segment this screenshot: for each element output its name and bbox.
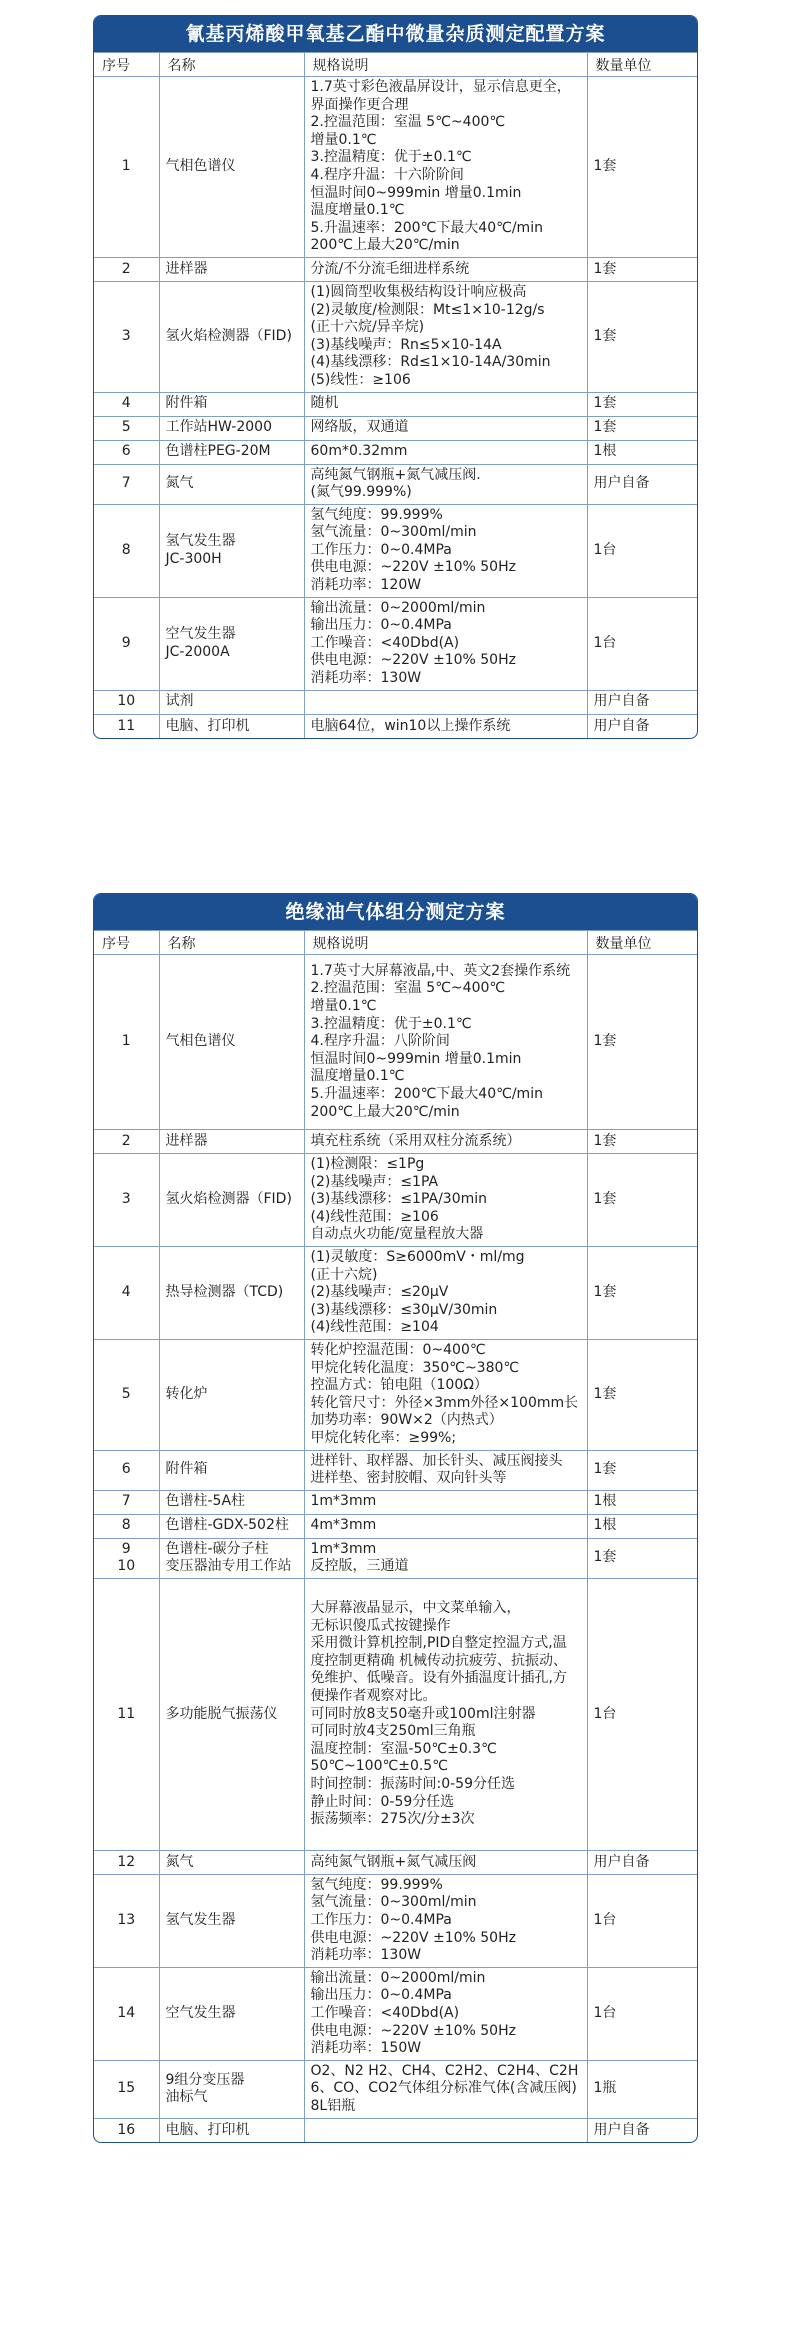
- cell-qty: 1套: [587, 1246, 698, 1339]
- cell-spec: (1)检测限：≤1Pg (2)基线噪声：≤1PA (3)基线漂移：≤1PA/30min (4)线性范围：≥106 自动点火功能/宽量程放大器: [304, 1154, 587, 1247]
- table-row: [94, 257, 698, 281]
- cell-qty: 1套: [587, 1130, 698, 1154]
- cell-qty: 1套: [587, 1538, 698, 1578]
- cell-name: 色谱柱-5A柱: [159, 1490, 304, 1514]
- config-table: [94, 52, 698, 738]
- cell-spec: 随机: [304, 392, 587, 416]
- cell-no: 4: [94, 1246, 159, 1339]
- cell-qty: 用户自备: [587, 464, 698, 504]
- cell-qty: 用户自备: [587, 690, 698, 714]
- cell-spec: 电脑64位，win10以上操作系统: [304, 714, 587, 738]
- cell-qty: 1套: [587, 392, 698, 416]
- cell-name: 空气发生器: [159, 1967, 304, 2060]
- cell-spec: 填充柱系统（采用双柱分流系统）: [304, 1130, 587, 1154]
- cell-no: 5: [94, 1339, 159, 1450]
- table-row: [94, 2118, 698, 2142]
- cell-qty: 1套: [587, 416, 698, 440]
- cell-no: 7: [94, 464, 159, 504]
- cell-spec: 分流/不分流毛细进样系统: [304, 257, 587, 281]
- cell-spec: 网络版，双通道: [304, 416, 587, 440]
- cell-spec: 大屏幕液晶显示，中文菜单输入， 无标识傻瓜式按键操作 采用微计算机控制,PID自整定控温方式,温度控制更精确 机械传动抗疲劳、抗振动、免维护、低噪音。设有外插温度计插孔,方便操作者观察对比。 可同时放8支50毫升或100ml注射器 可同时放4支250ml三角瓶 温度控制：室温-50℃±0.3℃ 50℃~100℃±0.5℃ 时间控制：振荡时间:0-59分任选 静止时间：0-59分任选 振荡频率：275次/分±3次: [304, 1578, 587, 1850]
- cell-spec: 输出流量：0~2000ml/min 输出压力：0~0.4MPa 工作噪音：<40Dbd(A) 供电电源：~220V ±10% 50Hz 消耗功率：130W: [304, 597, 587, 690]
- cell-name: 气相色谱仪: [159, 77, 304, 258]
- cell-spec: 1.7英寸大屏幕液晶,中、英文2套操作系统 2.控温范围：室温 5℃~400℃ 增量0.1℃ 3.控温精度：优于±0.1℃ 4.程序升温：八阶阶间 恒温时间0~999min 增量0.1min 温度增量0.1℃ 5.升温速率：200℃下最大40℃/min 200℃上最大20℃/min: [304, 955, 587, 1130]
- table-row: [94, 416, 698, 440]
- cell-qty: 1套: [587, 77, 698, 258]
- cell-no: 8: [94, 504, 159, 597]
- header-qty: 数量单位: [587, 931, 698, 955]
- cell-qty: 1台: [587, 1874, 698, 1967]
- table-body: [94, 955, 698, 2143]
- cell-no: 2: [94, 1130, 159, 1154]
- header-spec: 规格说明: [304, 931, 587, 955]
- cell-qty: 1套: [587, 1450, 698, 1490]
- cell-qty: 1根: [587, 1514, 698, 1538]
- cell-name: 色谱柱-碳分子柱 变压器油专用工作站: [159, 1538, 304, 1578]
- table-header-row: [94, 53, 698, 77]
- table-row: [94, 1246, 698, 1339]
- cell-name: 氢气发生器 JC-300H: [159, 504, 304, 597]
- cell-qty: 1根: [587, 1490, 698, 1514]
- cell-name: 氢气发生器: [159, 1874, 304, 1967]
- cell-no: 6: [94, 1450, 159, 1490]
- cell-no: 9: [94, 597, 159, 690]
- table-row: [94, 690, 698, 714]
- cell-name: 氮气: [159, 464, 304, 504]
- cell-no: 9 10: [94, 1538, 159, 1578]
- cell-name: 电脑、打印机: [159, 2118, 304, 2142]
- cell-spec: (1)圆筒型收集极结构设计响应极高 (2)灵敏度/检测限：Mt≤1×10-12g/s (正十六烷/异辛烷) (3)基线噪声：Rn≤5×10-14A (4)基线漂移：Rd≤1×10-14A/30min (5)线性：≥106: [304, 281, 587, 392]
- cell-qty: 用户自备: [587, 2118, 698, 2142]
- header-qty: 数量单位: [587, 53, 698, 77]
- table-title: 绝缘油气体组分测定方案: [94, 894, 697, 930]
- header-no: 序号: [94, 931, 159, 955]
- cell-qty: 1台: [587, 1578, 698, 1850]
- table-row: [94, 1514, 698, 1538]
- table-row: [94, 464, 698, 504]
- cell-qty: 1套: [587, 1154, 698, 1247]
- cell-no: 11: [94, 1578, 159, 1850]
- cell-qty: 1套: [587, 281, 698, 392]
- cell-spec: 氢气纯度：99.999% 氢气流量：0~300ml/min 工作压力：0~0.4MPa 供电电源：~220V ±10% 50Hz 消耗功率：130W: [304, 1874, 587, 1967]
- cell-no: 15: [94, 2060, 159, 2118]
- table-row: [94, 597, 698, 690]
- cell-qty: 1瓶: [587, 2060, 698, 2118]
- table-row: [94, 955, 698, 1130]
- table-row: [94, 1490, 698, 1514]
- cell-spec: 进样针、取样器、加长针头、减压阀接头 进样垫、密封胶帽、双向针头等: [304, 1450, 587, 1490]
- cell-no: 10: [94, 690, 159, 714]
- cell-no: 3: [94, 281, 159, 392]
- table-row: [94, 714, 698, 738]
- cell-qty: 1套: [587, 257, 698, 281]
- cell-spec: 高纯氮气钢瓶+氮气减压阀: [304, 1850, 587, 1874]
- table-row: [94, 1538, 698, 1578]
- table-row: [94, 1850, 698, 1874]
- header-name: 名称: [159, 931, 304, 955]
- header-no: 序号: [94, 53, 159, 77]
- cell-qty: 1套: [587, 955, 698, 1130]
- cell-no: 5: [94, 416, 159, 440]
- table-row: [94, 1967, 698, 2060]
- cell-no: 2: [94, 257, 159, 281]
- cell-name: 氢火焰检测器（FID): [159, 281, 304, 392]
- cell-name: 氢火焰检测器（FID): [159, 1154, 304, 1247]
- cell-no: 8: [94, 1514, 159, 1538]
- cell-name: 工作站HW-2000: [159, 416, 304, 440]
- cell-spec: O2、N2 H2、CH4、C2H2、C2H4、C2H6、CO、CO2气体组分标准气体(含减压阀)8L铝瓶: [304, 2060, 587, 2118]
- table-header-row: [94, 931, 698, 955]
- cell-no: 13: [94, 1874, 159, 1967]
- cell-qty: 1台: [587, 597, 698, 690]
- cell-spec: 1.7英寸彩色液晶屏设计，显示信息更全，界面操作更合理 2.控温范围：室温 5℃~400℃ 增量0.1℃ 3.控温精度：优于±0.1℃ 4.程序升温：十六阶阶间 恒温时间0~999min 增量0.1min 温度增量0.1℃ 5.升温速率：200℃下最大40℃/min 200℃上最大20℃/min: [304, 77, 587, 258]
- cell-spec: 转化炉控温范围：0~400℃ 甲烷化转化温度：350℃~380℃ 控温方式：铂电阻（100Ω） 转化管尺寸：外径×3mm外径×100mm长 加势功率：90W×2（内热式） 甲烷化转化率：≥99%;: [304, 1339, 587, 1450]
- table-row: [94, 281, 698, 392]
- cell-no: 6: [94, 440, 159, 464]
- cell-name: 氮气: [159, 1850, 304, 1874]
- cell-no: 1: [94, 955, 159, 1130]
- cell-name: 电脑、打印机: [159, 714, 304, 738]
- cell-name: 附件箱: [159, 392, 304, 416]
- cell-spec: 氢气纯度：99.999% 氢气流量：0~300ml/min 工作压力：0~0.4MPa 供电电源：~220V ±10% 50Hz 消耗功率：120W: [304, 504, 587, 597]
- cell-spec: 输出流量：0~2000ml/min 输出压力：0~0.4MPa 工作噪音：<40Dbd(A) 供电电源：~220V ±10% 50Hz 消耗功率：150W: [304, 1967, 587, 2060]
- cell-name: 9组分变压器 油标气: [159, 2060, 304, 2118]
- table-row: [94, 1154, 698, 1247]
- cell-no: 14: [94, 1967, 159, 2060]
- cell-no: 4: [94, 392, 159, 416]
- cell-name: 试剂: [159, 690, 304, 714]
- table-row: [94, 77, 698, 258]
- cell-no: 7: [94, 1490, 159, 1514]
- table-row: [94, 1339, 698, 1450]
- table-row: [94, 1450, 698, 1490]
- cell-no: 11: [94, 714, 159, 738]
- cell-name: 气相色谱仪: [159, 955, 304, 1130]
- table-row: [94, 1874, 698, 1967]
- cell-name: 多功能脱气振荡仪: [159, 1578, 304, 1850]
- cell-qty: 用户自备: [587, 1850, 698, 1874]
- cell-name: 热导检测器（TCD): [159, 1246, 304, 1339]
- cell-name: 色谱柱-GDX-502柱: [159, 1514, 304, 1538]
- table-row: [94, 1578, 698, 1850]
- cell-no: 1: [94, 77, 159, 258]
- cell-qty: 1根: [587, 440, 698, 464]
- cell-name: 空气发生器 JC-2000A: [159, 597, 304, 690]
- cell-qty: 1台: [587, 1967, 698, 2060]
- cell-spec: 4m*3mm: [304, 1514, 587, 1538]
- table-row: [94, 440, 698, 464]
- cell-name: 进样器: [159, 257, 304, 281]
- cell-spec: [304, 690, 587, 714]
- table-row: [94, 1130, 698, 1154]
- config-table-card-1: [93, 15, 698, 739]
- cell-qty: 1套: [587, 1339, 698, 1450]
- table-row: [94, 2060, 698, 2118]
- cell-spec: (1)灵敏度：S≥6000mV・ml/mg (正十六烷) (2)基线噪声：≤20μV (3)基线漂移：≤30μV/30min (4)线性范围：≥104: [304, 1246, 587, 1339]
- table-title: 氰基丙烯酸甲氧基乙酯中微量杂质测定配置方案: [94, 16, 697, 52]
- config-table: [94, 930, 698, 2142]
- cell-name: 色谱柱PEG-20M: [159, 440, 304, 464]
- header-name: 名称: [159, 53, 304, 77]
- cell-no: 16: [94, 2118, 159, 2142]
- cell-qty: 用户自备: [587, 714, 698, 738]
- config-table-card-2: [93, 893, 698, 2143]
- cell-spec: [304, 2118, 587, 2142]
- cell-no: 12: [94, 1850, 159, 1874]
- table-row: [94, 504, 698, 597]
- header-spec: 规格说明: [304, 53, 587, 77]
- cell-name: 附件箱: [159, 1450, 304, 1490]
- table-body: [94, 77, 698, 739]
- table-row: [94, 392, 698, 416]
- cell-spec: 1m*3mm 反控版，三通道: [304, 1538, 587, 1578]
- cell-name: 进样器: [159, 1130, 304, 1154]
- cell-spec: 高纯氮气钢瓶+氮气减压阀. (氮气99.999%): [304, 464, 587, 504]
- cell-spec: 1m*3mm: [304, 1490, 587, 1514]
- cell-qty: 1台: [587, 504, 698, 597]
- cell-no: 3: [94, 1154, 159, 1247]
- cell-name: 转化炉: [159, 1339, 304, 1450]
- cell-spec: 60m*0.32mm: [304, 440, 587, 464]
